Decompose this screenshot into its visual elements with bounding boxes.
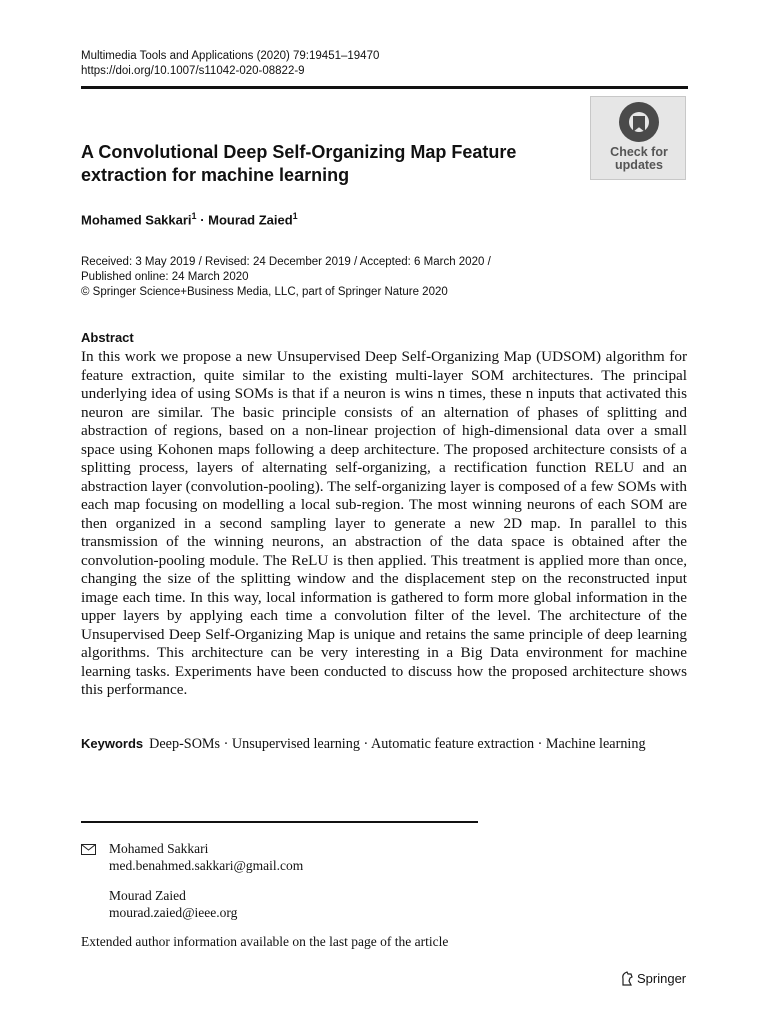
badge-line-2: updates	[615, 158, 663, 172]
author-name[interactable]: Mourad Zaied	[208, 212, 293, 228]
header-rule	[81, 86, 688, 89]
article-history	[81, 255, 491, 300]
corresponding-author	[109, 840, 303, 874]
extended-author-info: Extended author information available on the last page of the article	[81, 934, 449, 949]
affiliation-mark: 1	[191, 211, 197, 221]
author-name[interactable]: Mohamed Sakkari	[81, 212, 192, 228]
check-for-updates-badge[interactable]	[590, 96, 686, 180]
dates-line: Received: 3 May 2019 / Revised: 24 December 2019 / Accepted: 6 March 2020 /	[81, 256, 491, 268]
author1-email[interactable]: med.benahmed.sakkari@gmail.com	[109, 858, 304, 873]
published-line: Published online: 24 March 2020	[81, 271, 249, 283]
author2-email[interactable]: mourad.zaied@ieee.org	[109, 905, 238, 920]
springer-horse-icon	[620, 971, 634, 989]
journal-name: Multimedia Tools and Applications (2020) 79:19451–19470	[81, 50, 380, 62]
second-author	[109, 887, 237, 921]
author1-name: Mohamed Sakkari	[109, 841, 209, 856]
publisher-logo	[620, 971, 686, 989]
footnote-rule	[81, 821, 478, 823]
badge-line-1: Check for	[610, 145, 668, 159]
doi-link[interactable]: https://doi.org/10.1007/s11042-020-08822-9	[81, 65, 305, 77]
abstract-heading: Abstract	[81, 330, 134, 345]
article-title: A Convolutional Deep Self-Organizing Map Feature extraction for machine learning	[81, 142, 517, 185]
keywords-text: Deep-SOMs · Unsupervised learning · Automatic feature extraction · Machine learning	[149, 736, 646, 752]
copyright-line: © Springer Science+Business Media, LLC, part of Springer Nature 2020	[81, 286, 448, 298]
abstract-text: In this work we propose a new Unsupervised Deep Self-Organizing Map (UDSOM) algorithm for feature extraction, quite similar to the existing multi-layer SOM architectures. The principal underlying idea of using SOMs is that if a neuron is wins n times, these n inputs that activated this neuron are similar. The basic principle consists of an alternation of phases of splitting and abstraction of regions, based on a non-linear projection of high-dimensional data over a small space using Kohonen maps following a deep architecture. The proposed architecture consists of a splitting process, layers of alternating self-organizing, a rectification function RELU and an abstraction layer (convolution-pooling). The self-organizing layer is composed of a few SOMs with each map focusing on modelling a local sub-region. The most winning neurons of each SOM are then organized in a second sampling layer to generate a new 2D map. In parallel to this transmission of the winning neurons, an abstraction of the data space is obtained after the convolution-pooling module. The ReLU is then applied. This treatment is applied more than once, changing the size of the splitting window and the displacement step on the reconstructed input image each time. In this way, local information is gathered to form more global information in the upper layers by applying each time a convolution filter of the level. The architecture of the Unsupervised Deep Self-Organizing Map is unique and retains the same principle of deep learning algorithms. This architecture can be very interesting in a Big Data environment for machine learning tasks. Experiments have been conducted to discuss how the proposed architecture shows this performance.	[81, 348, 687, 698]
envelope-icon	[81, 842, 96, 860]
keywords-label: Keywords	[81, 736, 144, 751]
keywords	[81, 735, 687, 754]
crossmark-icon	[619, 102, 659, 142]
affiliation-mark: 1	[292, 211, 298, 221]
author-list	[81, 211, 298, 227]
author2-name: Mourad Zaied	[109, 888, 186, 903]
publisher-name: Springer	[637, 971, 687, 986]
author-separator: ·	[200, 212, 205, 228]
journal-citation	[81, 49, 379, 79]
